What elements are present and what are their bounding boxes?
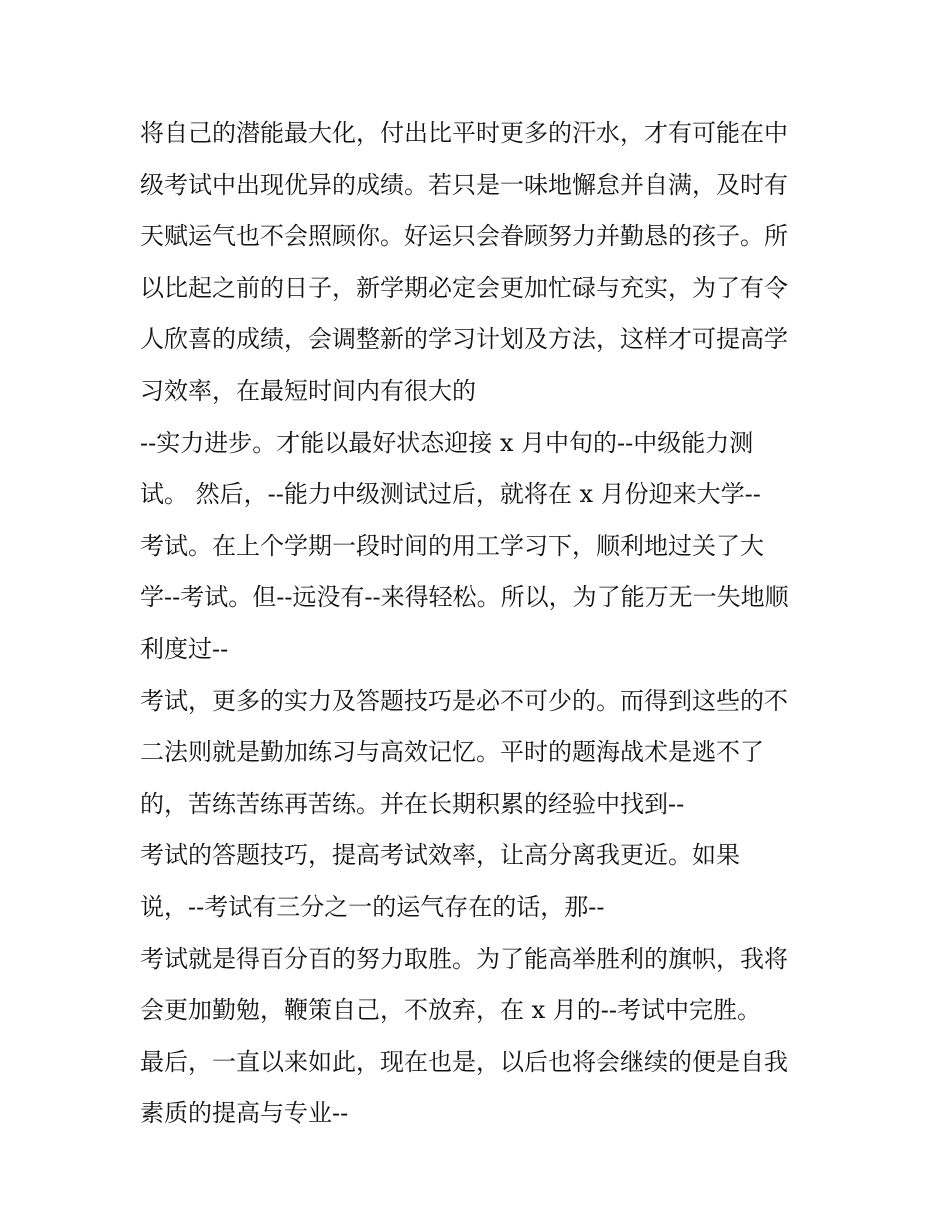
text-line: 人欣喜的成绩，会调整新的学习计划及方法，这样才可提高学 [140,325,788,354]
text-line: 以比起之前的日子，新学期必定会更加忙碌与充实，为了有令 [140,273,788,302]
text-line: 二法则就是勤加练习与高效记忆。平时的题海战术是逃不了 [140,738,764,767]
text-line: 考试。在上个学期一段时间的用工学习下，顺利地过关了大 [140,531,764,560]
text-line: 的，苦练苦练再苦练。并在长期积累的经验中找到-- [140,789,685,818]
text-line: 将自己的潜能最大化，付出比平时更多的汗水，才有可能在中 [140,119,788,147]
text-line: 说，--考试有三分之一的运气存在的话，那-- [140,892,605,921]
text-line: 学--考试。但--远没有--来得轻松。所以，为了能万无一失地顺 [140,583,789,612]
text-line: 级考试中出现优异的成绩。若只是一味地懈怠并自满，及时有 [140,170,788,199]
text-line: 会更加勤勉，鞭策自己，不放弃，在 x 月的--考试中完胜。 [140,996,762,1025]
text-line: 素质的提高与专业-- [140,1099,349,1128]
text-line: 试。 然后，--能力中级测试过后，就将在 x 月份迎来大学-- [140,480,761,509]
text-line: 考试，更多的实力及答题技巧是必不可少的。而得到这些的不 [140,686,788,715]
body-text [140,108,830,1140]
text-line: 考试就是得百分百的努力取胜。为了能高举胜利的旗帜，我将 [140,944,788,973]
text-line: 最后，一直以来如此，现在也是，以后也将会继续的便是自我 [140,1047,788,1076]
text-line: 习效率，在最短时间内有很大的 [140,376,476,405]
text-line: 利度过-- [140,634,229,663]
text-line: 天赋运气也不会照顾你。好运只会眷顾努力并勤恳的孩子。所 [140,222,788,251]
text-line: 考试的答题技巧，提高考试效率，让高分离我更近。如果 [140,841,740,870]
text-line: --实力进步。才能以最好状态迎接 x 月中旬的--中级能力测 [140,428,754,457]
